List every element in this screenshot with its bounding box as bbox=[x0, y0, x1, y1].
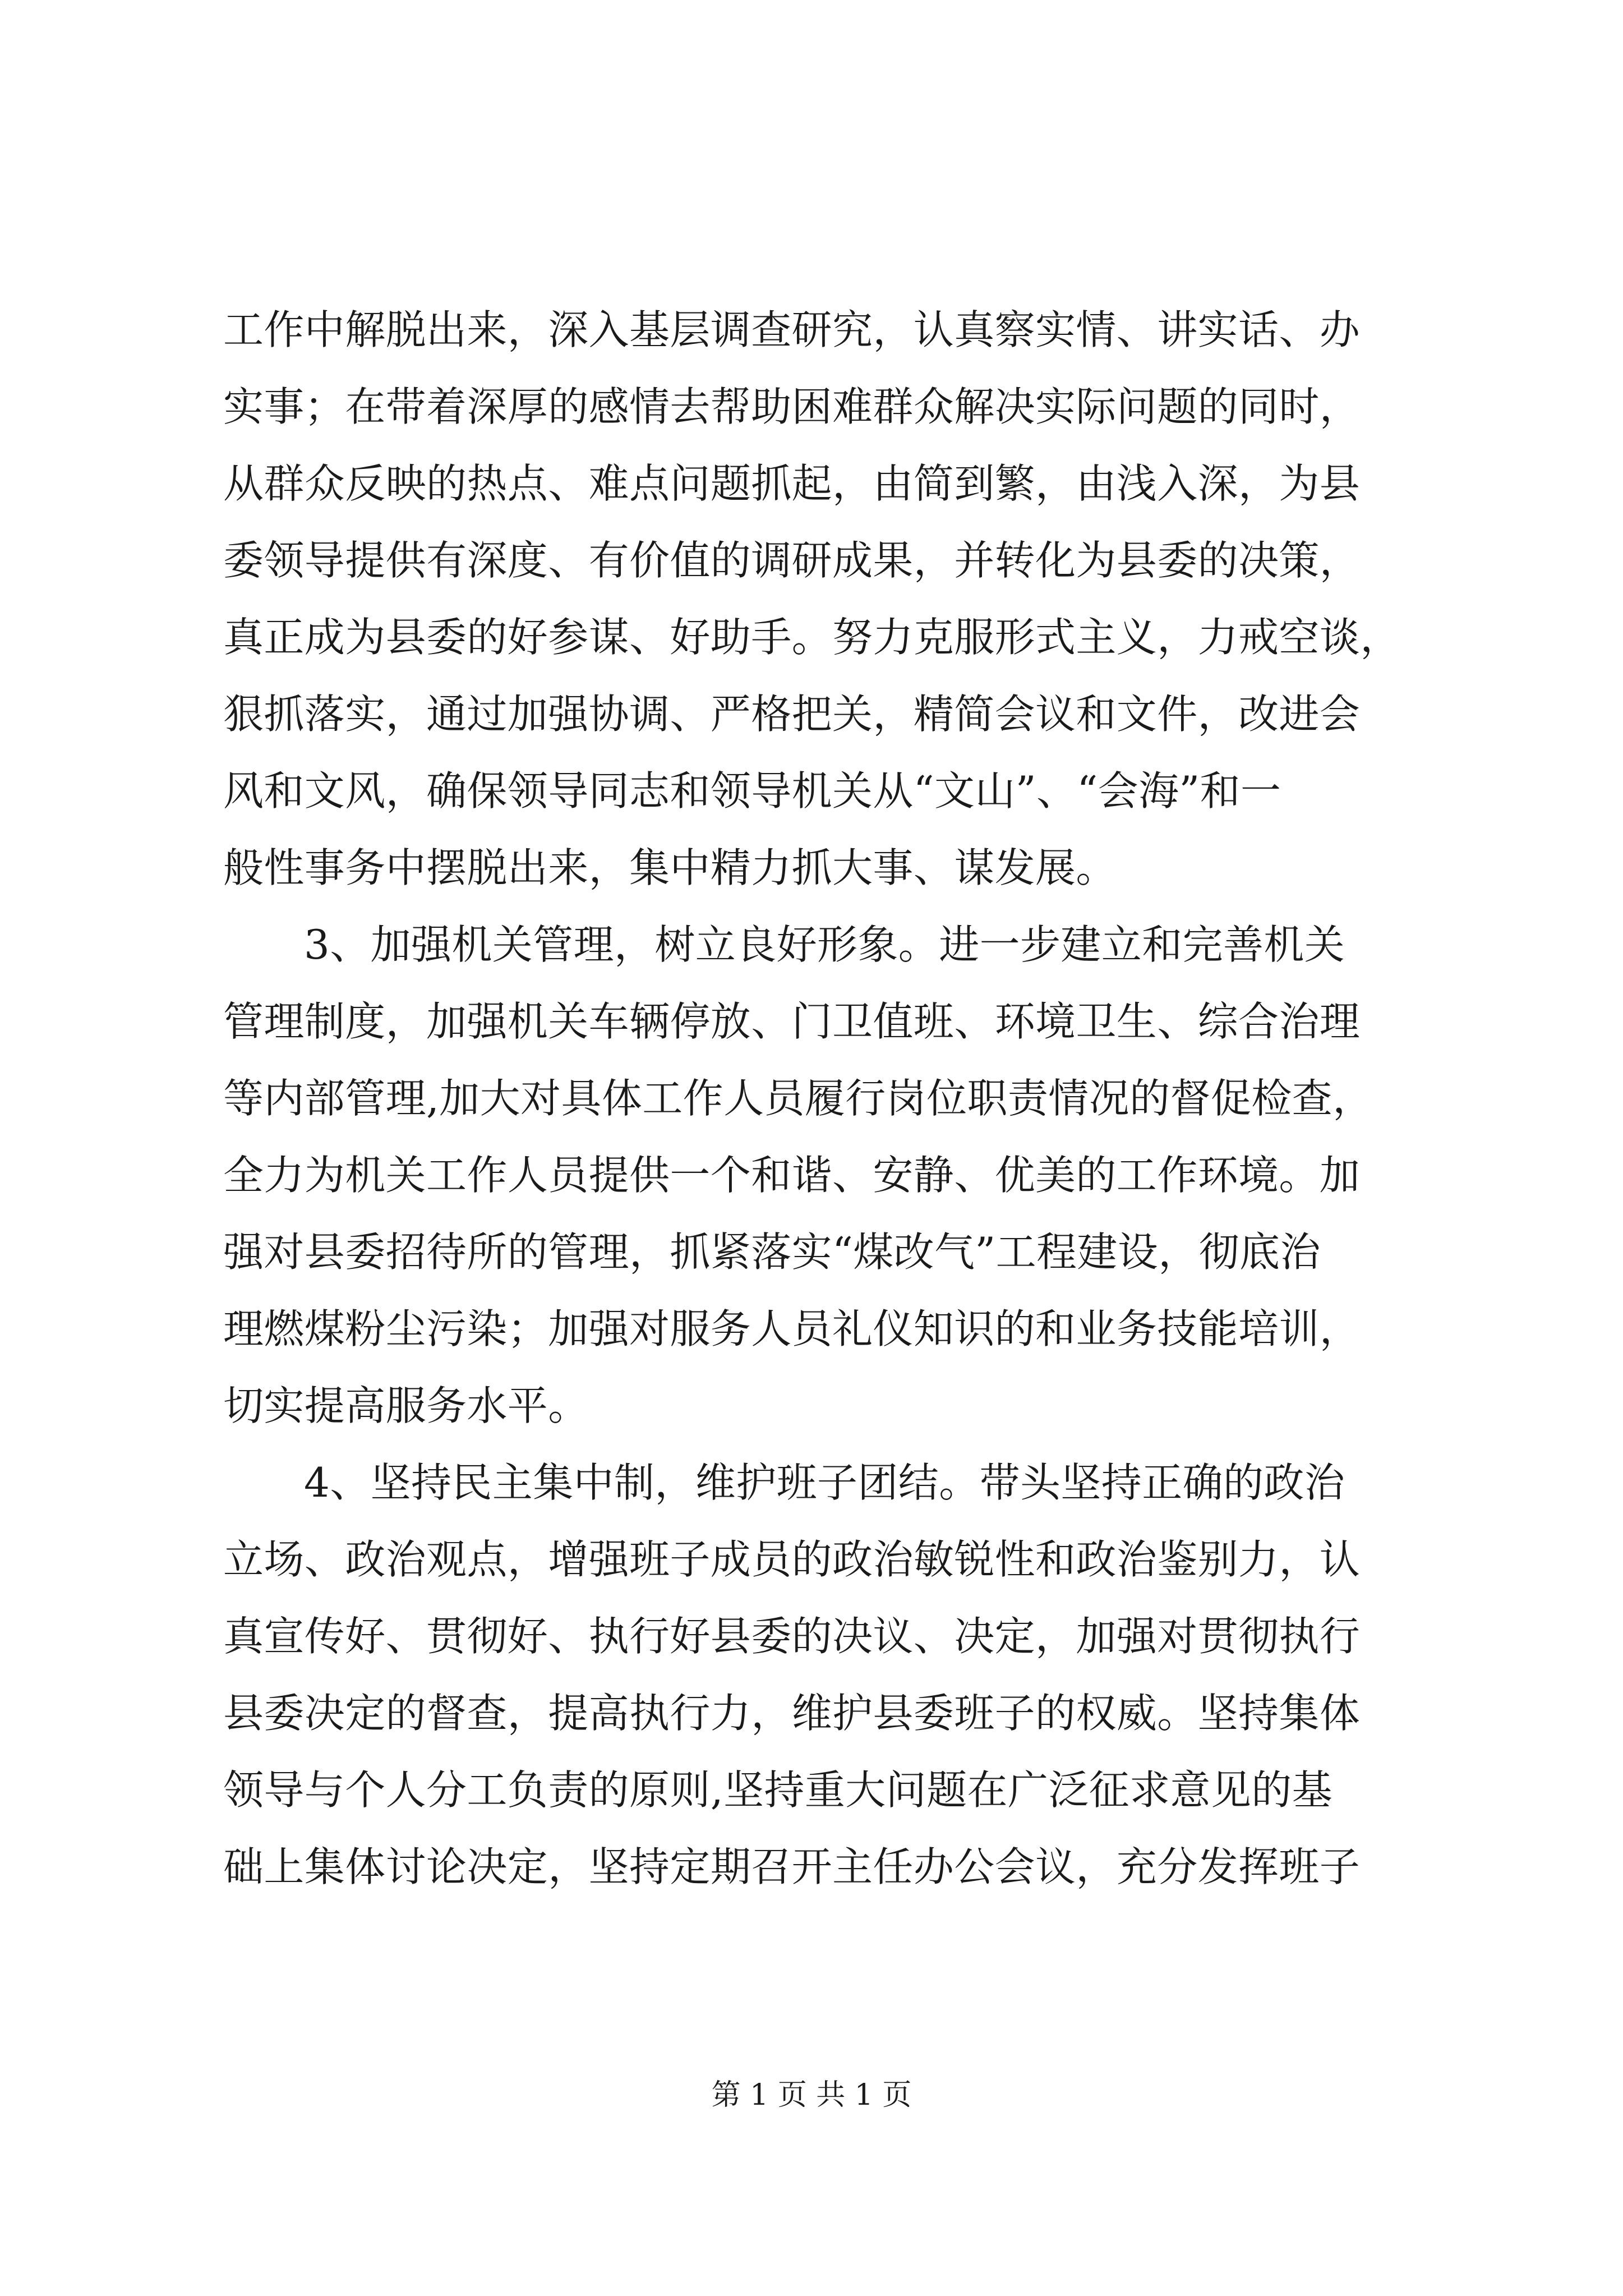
text-line: 实事；在带着深厚的感情去帮助困难群众解决实际问题的同时， bbox=[223, 383, 1361, 430]
body-text bbox=[223, 292, 1435, 1906]
text-line: 立场、政治观点，增强班子成员的政治敏锐性和政治鉴别力，认 bbox=[223, 1536, 1361, 1583]
text-line: 础上集体讨论决定，坚持定期召开主任办公会议，充分发挥班子 bbox=[223, 1843, 1361, 1890]
text-line: 真正成为县委的好参谋、好助手。努力克服形式主义，力戒空谈， bbox=[223, 614, 1401, 661]
text-line: 切实提高服务水平。 bbox=[223, 1382, 589, 1429]
text-line: 强对县委招待所的管理，抓紧落实“煤改气”工程建设，彻底治 bbox=[223, 1228, 1321, 1276]
text-line: 工作中解脱出来，深入基层调查研究，认真察实情、讲实话、办 bbox=[223, 306, 1361, 353]
text-line: 狠抓落实，通过加强协调、严格把关，精简会议和文件，改进会 bbox=[223, 691, 1361, 738]
text-line: 理燃煤粉尘污染；加强对服务人员礼仪知识的和业务技能培训， bbox=[223, 1305, 1361, 1352]
text-line: 管理制度，加强机关车辆停放、门卫值班、环境卫生、综合治理 bbox=[223, 998, 1361, 1045]
text-line: 领导与个人分工负责的原则,坚持重大问题在广泛征求意见的基 bbox=[223, 1766, 1333, 1814]
text-line: 委领导提供有深度、有价值的调研成果，并转化为县委的决策， bbox=[223, 537, 1361, 584]
text-line: 风和文风，确保领导同志和领导机关从“文山”、“会海”和一 bbox=[223, 767, 1281, 815]
text-line: 般性事务中摆脱出来，集中精力抓大事、谋发展。 bbox=[223, 844, 1117, 891]
text-line: 全力为机关工作人员提供一个和谐、安静、优美的工作环境。加 bbox=[223, 1152, 1361, 1199]
text-line: 县委决定的督查，提高执行力，维护县委班子的权威。坚持集体 bbox=[223, 1690, 1361, 1737]
paragraph-first-line: 4、坚持民主集中制，维护班子团结。带头坚持正确的政治 bbox=[304, 1459, 1345, 1506]
paragraph-first-line: 3、加强机关管理，树立良好形象。进一步建立和完善机关 bbox=[304, 921, 1345, 968]
text-line: 等内部管理,加大对具体工作人员履行岗位职责情况的督促检查， bbox=[223, 1075, 1373, 1122]
page-footer: 第 1 页 共 1 页 bbox=[711, 2078, 912, 2112]
text-line: 从群众反映的热点、难点问题抓起，由简到繁，由浅入深，为县 bbox=[223, 460, 1361, 507]
text-line: 真宣传好、贯彻好、执行好县委的决议、决定，加强对贯彻执行 bbox=[223, 1613, 1361, 1660]
